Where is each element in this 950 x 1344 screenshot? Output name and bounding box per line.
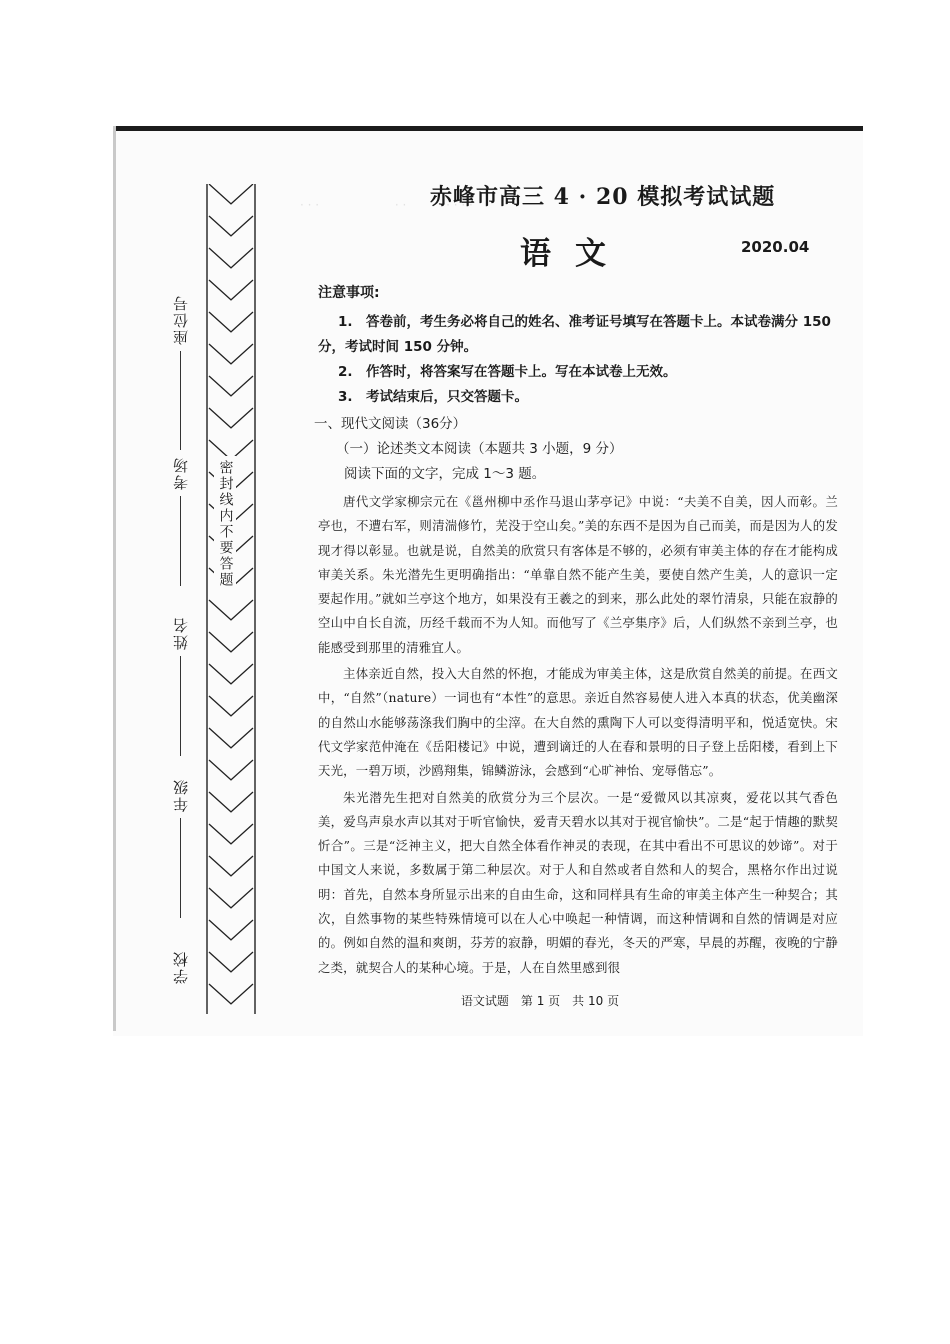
chevron-mark [209,600,253,620]
chevron-mark [209,312,253,332]
section-subheading: （一）论述类文本阅读（本题共 3 小题，9 分） [336,441,623,457]
name-label: 姓名 [171,616,190,650]
chevron-mark [209,824,253,844]
chevron-mark [209,856,253,876]
chevron-mark [209,344,253,364]
passage-paragraph: 唐代文学家柳宗元在《邕州柳中丞作马退山茅亭记》中说：“夫美不自美，因人而彰。兰亭也，不遭右军，则清湍修竹，芜没于空山矣。”美的东西不是因为自己而美，而是因为人的发现才得以彰显。也就是说，自然美的欣赏只有客体是不够的，必须有审美主体的存在才能构成审美关系。朱光潜先生更明确指出：“单靠自然不能产生美，要使自然产生美，人的意识一定要起作用。”就如兰亭这个地方，如果没有王羲之的到来，那么此处的翠竹清泉，只能在寂静的空山中自长自流，历经千载而不为人知。而他写了《兰亭集序》后，人们纵然不亲到兰亭，也能感受到那里的清雅宜人。 [318,494,838,655]
chevron-mark [209,792,253,812]
chevron-border [205,184,257,1014]
seal-line-notice [214,456,236,590]
chevron-mark [209,728,253,748]
seal-char: 密 [217,460,234,474]
passage-paragraph: 主体亲近自然，投入大自然的怀抱，才能成为审美主体，这是欣赏自然美的前提。在西文中，“自然”（nature）一词也有“本性”的意思。亲近自然容易使人进入本真的状态，优美幽深的自然山水能够荡涤我们胸中的尘滓。在大自然的熏陶下人可以变得清明平和，悦适宽快。宋代文学家范仲淹在《岳阳楼记》中说，遭到谪迁的人在春和景明的日子登上岳阳楼，看到上下天光，一碧万顷，沙鸥翔集，锦鳞游泳，会感到“心旷神怡、宠辱偕忘”。 [318,666,838,779]
seal-char: 封 [217,476,234,490]
exam-room-label: 考场 [171,456,190,490]
chevron-mark [209,696,253,716]
exam-date: 2020.04 [741,238,810,256]
page-footer: 语文试题 第 1 页 共 10 页 [460,994,620,1008]
name-field [150,610,210,756]
seal-char: 题 [217,572,234,586]
chevron-mark [209,376,253,396]
section-heading: 一、现代文阅读（36分） [314,416,467,432]
school-label: 学校 [171,950,190,984]
passage-paragraph: 朱光潜先生把对自然美的欣赏分为三个层次。一是“爱微风以其凉爽，爱花以其气香色美，爱鸟声泉水声以其对于听官愉快，爱青天碧水以其对于视官愉快”。二是“起于情趣的默契忻合”。三是“泛神主义，把大自然全体看作神灵的表现，在其中看出不可思议的妙谛”。对于中国文人来说，多数属于第二种层次。对于人和自然或者自然和人的契合，黑格尔作出过说明：首先，自然本身所显示出来的自由生命，这和同样具有生命的审美主体产生一种契合；其次，自然事物的某些特殊情境可以在人心中唤起一种情调，而这种情调和自然的情调是对应的。例如自然的温和爽朗，芬芳的寂静，明媚的春光，冬天的严寒，早晨的苏醒，夜晚的宁静之类，就契合人的某种心境。于是，人在自然里感到很 [318,789,838,975]
note-item: 3. 考试结束后，只交答题卡。 [338,389,529,405]
subject-title: 语文 [520,236,630,272]
chevron-mark [209,760,253,780]
exam-title: 赤峰市高三 4 · 20 模拟考试试题 [430,184,776,210]
exam-content [314,282,838,982]
exam-room-field [150,410,210,586]
chevron-mark [209,920,253,940]
seal-char: 线 [217,492,234,506]
grade-label: 年级 [171,778,190,812]
grade-field [150,772,210,918]
chevron-mark [209,664,253,684]
note-item: 2. 作答时，将答案写在答题卡上。写在本试卷上无效。 [338,364,677,380]
binding-strip [205,184,257,1014]
seal-char: 要 [217,540,234,554]
chevron-mark [209,280,253,300]
seal-char: 答 [217,556,234,570]
chevron-mark [209,184,253,204]
seat-number-label: 座位号 [171,294,190,345]
reading-instruction: 阅读下面的文字，完成 1～3 题。 [344,466,546,482]
chevron-mark [209,952,253,972]
note-item: 1. 答卷前，考生务必将自己的姓名、准考证号填写在答题卡上。本试卷满分 150 分，考试时间 150 分钟。 [318,314,831,355]
paper-edge [113,126,116,1031]
chevron-mark [209,408,253,428]
chevron-mark [209,888,253,908]
school-field [150,944,210,990]
chevron-mark [209,216,253,236]
notes-heading: 注意事项: [318,285,380,301]
seal-char: 内 [217,508,234,522]
bleed-through-text: · · · · · · · · · [300,198,497,212]
seal-char: 不 [217,524,234,538]
chevron-mark [209,632,253,652]
chevron-mark [209,248,253,268]
